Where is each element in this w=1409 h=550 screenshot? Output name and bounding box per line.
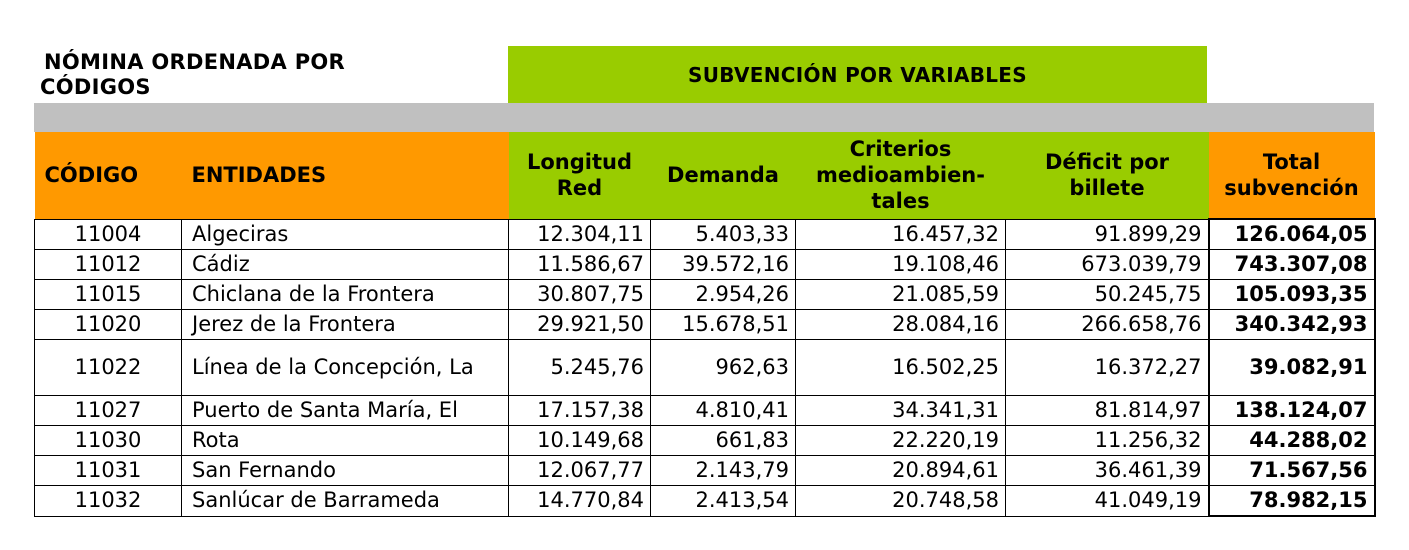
cell-criterios: 22.220,19: [796, 426, 1006, 456]
cell-total: 44.288,02: [1209, 426, 1375, 456]
cell-longitud: 12.304,11: [509, 219, 651, 250]
cell-total: 138.124,07: [1209, 396, 1375, 426]
cell-codigo: 11022: [35, 340, 182, 396]
cell-deficit: 81.814,97: [1006, 396, 1209, 426]
cell-codigo: 11030: [35, 426, 182, 456]
cell-codigo: 11004: [35, 219, 182, 250]
header-longitud-line-1: Longitud: [526, 150, 632, 175]
cell-deficit: 266.658,76: [1006, 310, 1209, 340]
page-title-line-2: CÓDIGOS: [40, 75, 151, 99]
cell-demanda: 2.954,26: [651, 280, 796, 310]
cell-demanda: 4.810,41: [651, 396, 796, 426]
cell-criterios: 28.084,16: [796, 310, 1006, 340]
page-title: [40, 50, 346, 100]
cell-total: 126.064,05: [1209, 219, 1375, 250]
cell-deficit: 36.461,39: [1006, 456, 1209, 486]
cell-demanda: 5.403,33: [651, 219, 796, 250]
table-row: [35, 486, 1375, 517]
subvenciones-table: [34, 132, 1376, 517]
cell-deficit: 91.899,29: [1006, 219, 1209, 250]
page-title-line-1: NÓMINA ORDENADA POR: [44, 50, 346, 74]
header-criterios-line-3: tales: [871, 189, 930, 214]
cell-criterios: 20.748,58: [796, 486, 1006, 517]
cell-criterios: 21.085,59: [796, 280, 1006, 310]
header-total-line-1: Total: [1262, 150, 1321, 174]
cell-deficit: 673.039,79: [1006, 250, 1209, 280]
header-deficit-line-2: billete: [1069, 176, 1145, 201]
title-block: [34, 46, 508, 104]
gray-separator-band: [34, 103, 1374, 132]
cell-codigo: 11031: [35, 456, 182, 486]
cell-entidad: Algeciras: [182, 219, 509, 250]
cell-criterios: 16.457,32: [796, 219, 1006, 250]
table-row: [35, 280, 1375, 310]
cell-total: 340.342,93: [1209, 310, 1375, 340]
cell-total: 71.567,56: [1209, 456, 1375, 486]
header-deficit-line-1: Déficit por: [1044, 150, 1170, 175]
cell-entidad: San Fernando: [182, 456, 509, 486]
cell-codigo: 11020: [35, 310, 182, 340]
cell-deficit: 41.049,19: [1006, 486, 1209, 517]
header-criterios-line-2: medioambien-: [816, 163, 985, 188]
header-criterios: [796, 132, 1006, 219]
header-codigo: CÓDIGO: [35, 132, 182, 219]
table-row: [35, 340, 1375, 396]
cell-codigo: 11012: [35, 250, 182, 280]
cell-criterios: 34.341,31: [796, 396, 1006, 426]
cell-entidad: Jerez de la Frontera: [182, 310, 509, 340]
cell-deficit: 11.256,32: [1006, 426, 1209, 456]
cell-entidad: Chiclana de la Frontera: [182, 280, 509, 310]
table-row: [35, 250, 1375, 280]
cell-entidad: Línea de la Concepción, La: [182, 340, 509, 396]
cell-total: 78.982,15: [1209, 486, 1375, 517]
cell-demanda: 962,63: [651, 340, 796, 396]
cell-longitud: 5.245,76: [509, 340, 651, 396]
header-longitud-red: [509, 132, 651, 219]
table-row: [35, 310, 1375, 340]
cell-criterios: 19.108,46: [796, 250, 1006, 280]
header-demanda: Demanda: [651, 132, 796, 219]
cell-total: 743.307,08: [1209, 250, 1375, 280]
header-entidades: ENTIDADES: [182, 132, 509, 219]
cell-codigo: 11027: [35, 396, 182, 426]
cell-criterios: 16.502,25: [796, 340, 1006, 396]
header-longitud-line-2: Red: [556, 176, 603, 201]
cell-demanda: 2.143,79: [651, 456, 796, 486]
table-row: [35, 396, 1375, 426]
cell-entidad: Rota: [182, 426, 509, 456]
cell-deficit: 16.372,27: [1006, 340, 1209, 396]
cell-demanda: 2.413,54: [651, 486, 796, 517]
cell-longitud: 12.067,77: [509, 456, 651, 486]
table-row: [35, 426, 1375, 456]
cell-codigo: 11032: [35, 486, 182, 517]
header-deficit: [1006, 132, 1209, 219]
table-row: [35, 219, 1375, 250]
cell-longitud: 11.586,67: [509, 250, 651, 280]
cell-demanda: 661,83: [651, 426, 796, 456]
cell-entidad: Sanlúcar de Barrameda: [182, 486, 509, 517]
cell-demanda: 39.572,16: [651, 250, 796, 280]
cell-demanda: 15.678,51: [651, 310, 796, 340]
table-row: [35, 456, 1375, 486]
cell-total: 39.082,91: [1209, 340, 1375, 396]
header-total: [1209, 132, 1375, 219]
cell-longitud: 29.921,50: [509, 310, 651, 340]
cell-deficit: 50.245,75: [1006, 280, 1209, 310]
cell-codigo: 11015: [35, 280, 182, 310]
header-row: [35, 132, 1375, 219]
subvencion-banner: SUBVENCIÓN POR VARIABLES: [508, 46, 1207, 104]
header-criterios-line-1: Criterios: [849, 137, 952, 162]
cell-longitud: 30.807,75: [509, 280, 651, 310]
cell-entidad: Puerto de Santa María, El: [182, 396, 509, 426]
cell-entidad: Cádiz: [182, 250, 509, 280]
cell-longitud: 17.157,38: [509, 396, 651, 426]
cell-longitud: 14.770,84: [509, 486, 651, 517]
header-total-line-2: subvención: [1224, 176, 1359, 200]
cell-total: 105.093,35: [1209, 280, 1375, 310]
cell-criterios: 20.894,61: [796, 456, 1006, 486]
cell-longitud: 10.149,68: [509, 426, 651, 456]
